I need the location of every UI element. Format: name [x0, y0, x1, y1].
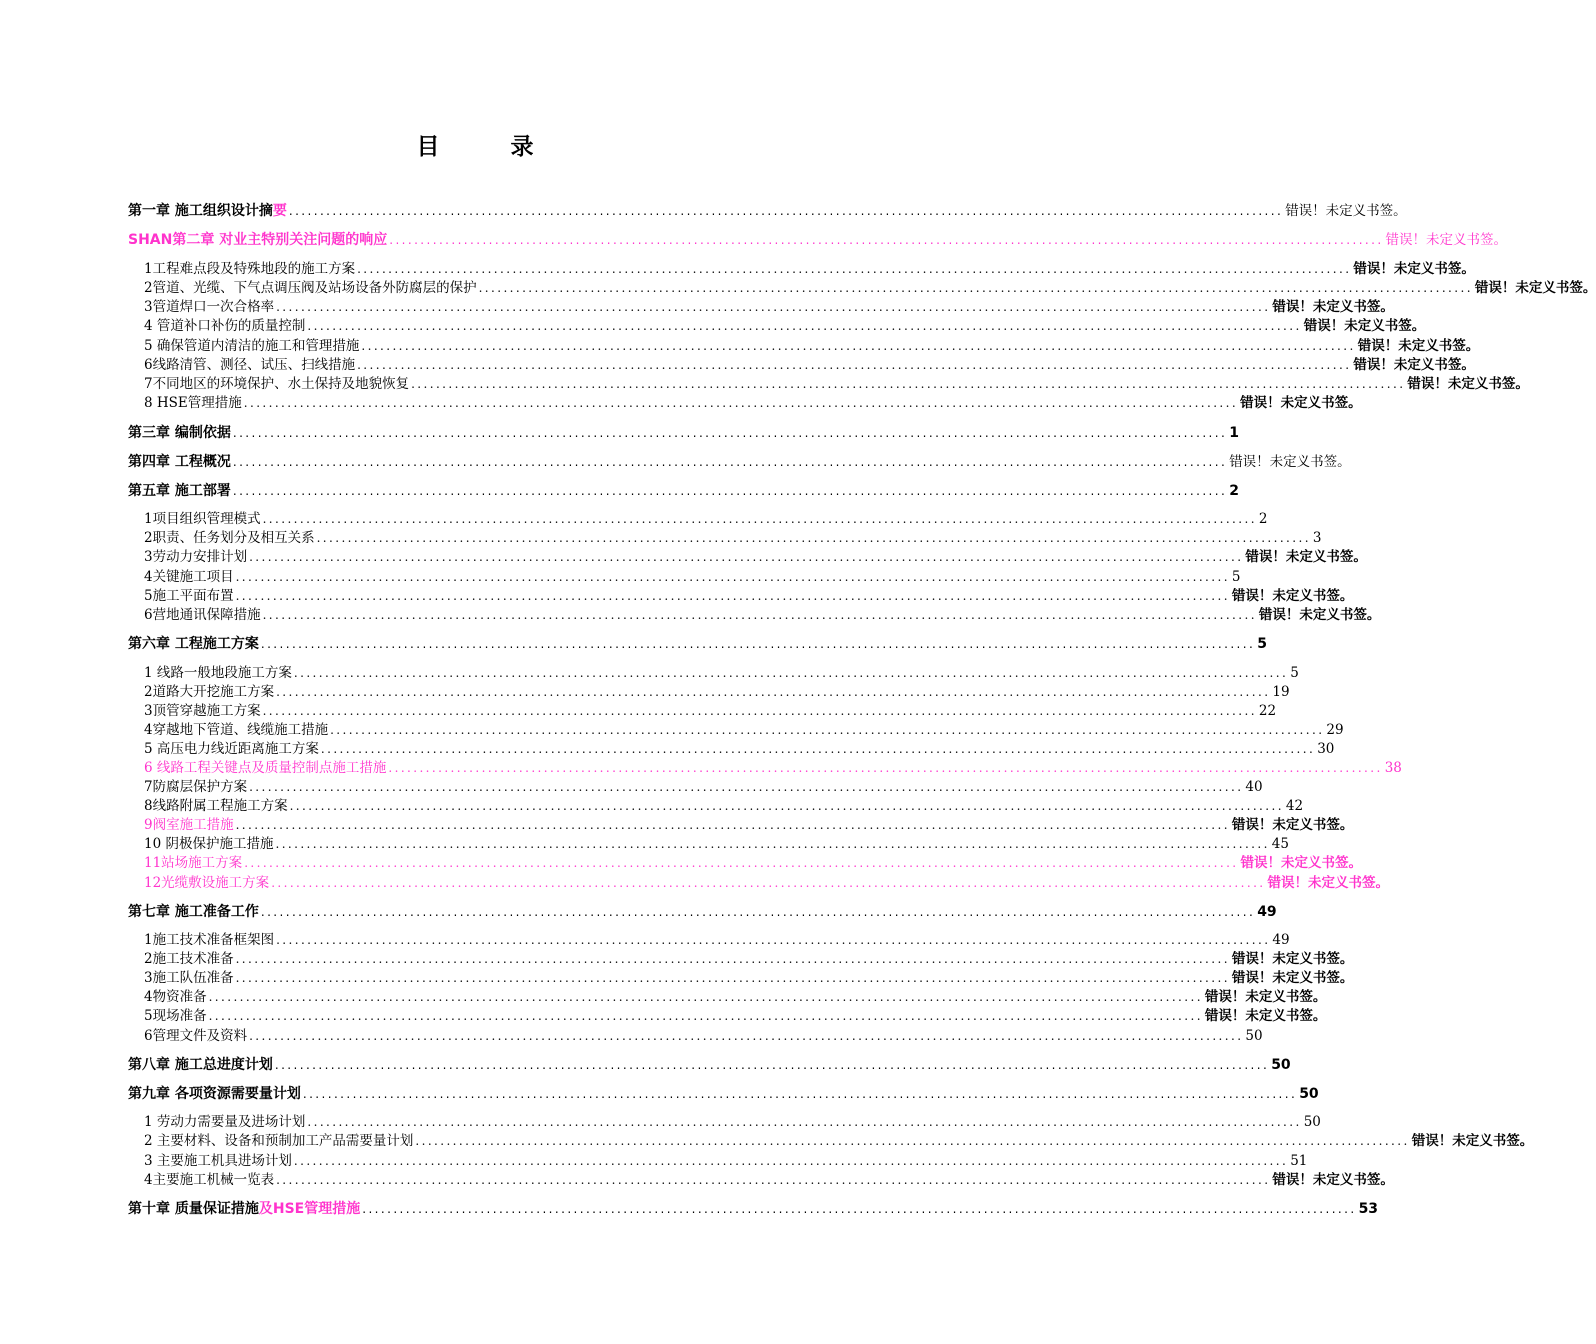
toc-entry-label: 第三章 编制依据 — [128, 425, 231, 441]
toc-page-ref: 错误！未定义书签。 — [1407, 376, 1529, 392]
toc-leader-dots: ................................................................................................................................................................ — [232, 455, 1228, 469]
toc-page-ref: 2 — [1258, 511, 1268, 527]
toc-section-entry[interactable] — [128, 873, 1389, 893]
toc-entry-label: 第十章 质量保证措施及HSE管理措施 — [128, 1201, 361, 1217]
toc-entry-label: 8线路附属工程施工方案 — [144, 798, 288, 814]
toc-chapter-entry[interactable] — [128, 423, 1239, 443]
toc-leader-dots: ................................................................................................................................................................ — [307, 1115, 1302, 1129]
toc-page-ref: 错误！未定义书签。 — [1353, 357, 1475, 373]
toc-leader-dots: ................................................................................................................................................................ — [235, 570, 1230, 584]
toc-leader-dots: ................................................................................................................................................................ — [232, 426, 1228, 440]
toc-entry-label: 9阀室施工措施 — [144, 817, 234, 833]
toc-leader-dots: ................................................................................................................................................................ — [316, 531, 1311, 545]
toc-page-ref: 19 — [1272, 684, 1290, 700]
toc-page-ref: 2 — [1229, 483, 1239, 499]
toc-page-ref: 45 — [1271, 836, 1289, 852]
toc-page-ref: 5 — [1231, 569, 1241, 585]
toc-entry-label: 5施工平面布置 — [144, 588, 234, 604]
toc-leader-dots: ................................................................................................................................................................ — [276, 1173, 1271, 1187]
toc-leader-dots: ................................................................................................................................................................ — [276, 685, 1271, 699]
toc-leader-dots: ................................................................................................................................................................ — [235, 971, 1230, 985]
toc-leader-dots: ................................................................................................................................................................ — [415, 1134, 1410, 1148]
toc-entry-label: 第八章 施工总进度计划 — [128, 1057, 273, 1073]
toc-leader-dots: ................................................................................................................................................................ — [411, 377, 1406, 391]
toc-page-ref: 51 — [1290, 1153, 1308, 1169]
toc-entry-label: 3顶管穿越施工方案 — [144, 703, 261, 719]
toc-section-entry[interactable] — [128, 1151, 1308, 1171]
toc-entry-label: 3劳动力安排计划 — [144, 549, 248, 565]
toc-page-ref: 错误！未定义书签。 — [1231, 588, 1354, 604]
toc-chapter-entry[interactable] — [128, 902, 1277, 922]
toc-leader-dots: ................................................................................................................................................................ — [293, 666, 1289, 680]
toc-page-ref: 40 — [1245, 779, 1263, 795]
toc-entry-label: 7防腐层保护方案 — [144, 779, 248, 795]
toc-entry-label: 1项目组织管理模式 — [144, 511, 261, 527]
toc-entry-label: 2 主要材料、设备和预制加工产品需要量计划 — [144, 1133, 414, 1149]
toc-section-entry[interactable] — [128, 374, 1529, 394]
toc-chapter-entry[interactable] — [128, 201, 1407, 221]
toc-page-ref: 50 — [1299, 1086, 1319, 1102]
toc-leader-dots: ................................................................................................................................................................ — [478, 281, 1473, 295]
toc-section-entry[interactable] — [128, 259, 1475, 279]
toc-entry-label: 第一章 施工组织设计摘要 — [128, 203, 287, 219]
toc-leader-dots: ................................................................................................................................................................ — [262, 704, 1257, 718]
toc-page-ref: 错误！未定义书签。 — [1245, 549, 1367, 565]
toc-page-ref: 错误！未定义书签。 — [1231, 970, 1354, 986]
toc-entry-label: 5 高压电力线近距离施工方案 — [144, 741, 319, 757]
toc-leader-dots: ................................................................................................................................................................ — [235, 589, 1230, 603]
toc-page-ref: 29 — [1326, 722, 1344, 738]
toc-section-entry[interactable] — [128, 297, 1394, 317]
toc-entry-label: 1 线路一般地段施工方案 — [144, 665, 292, 681]
toc-leader-dots: ................................................................................................................................................................ — [274, 1058, 1270, 1072]
toc-section-entry[interactable] — [128, 336, 1480, 356]
toc-page-ref: 30 — [1317, 741, 1335, 757]
toc-entry-label: 7不同地区的环境保护、水土保持及地貌恢复 — [144, 376, 410, 392]
toc-leader-dots: ................................................................................................................................................................ — [361, 339, 1356, 353]
toc-entry-label: 第九章 各项资源需要量计划 — [128, 1086, 301, 1102]
toc-entry-label: 第五章 施工部署 — [128, 483, 231, 499]
toc-section-entry[interactable] — [128, 1026, 1263, 1046]
toc-entry-label: 6管理文件及资料 — [144, 1028, 248, 1044]
toc-leader-dots: ................................................................................................................................................................ — [262, 608, 1257, 622]
toc-section-entry[interactable] — [128, 777, 1263, 797]
toc-section-entry[interactable] — [128, 663, 1299, 683]
toc-page-ref: 错误！未定义书签。 — [1303, 318, 1426, 334]
toc-section-entry[interactable] — [128, 949, 1354, 969]
toc-leader-dots: ................................................................................................................................................................ — [235, 818, 1230, 832]
toc-chapter-entry[interactable] — [128, 230, 1508, 250]
toc-page-ref: 22 — [1258, 703, 1277, 719]
page-title: 目 录 — [416, 134, 558, 160]
toc-entry-label: 3管道焊口一次合格率 — [144, 299, 275, 315]
toc-leader-dots: ................................................................................................................................................................ — [260, 905, 1256, 919]
toc-leader-dots: ................................................................................................................................................................ — [357, 358, 1352, 372]
toc-page-ref: 错误！未定义书签。 — [1474, 280, 1596, 296]
toc-page-ref: 5 — [1290, 665, 1299, 681]
toc-section-entry[interactable] — [128, 547, 1367, 567]
toc-entry-label: 2道路大开挖施工方案 — [144, 684, 275, 700]
toc-entry-label: 1 劳动力需要量及进场计划 — [144, 1114, 306, 1130]
toc-entry-label: 11站场施工方案 — [144, 855, 243, 871]
toc-leader-dots: ................................................................................................................................................................ — [208, 1009, 1203, 1023]
toc-leader-dots: ................................................................................................................................................................ — [208, 990, 1203, 1004]
toc-section-entry[interactable] — [128, 815, 1354, 835]
toc-leader-dots: ................................................................................................................................................................ — [262, 512, 1257, 526]
toc-section-entry[interactable] — [128, 528, 1322, 548]
toc-section-entry[interactable] — [128, 930, 1290, 950]
toc-page-ref: 错误！未定义书签。 — [1240, 855, 1362, 871]
toc-section-entry[interactable] — [128, 278, 1596, 298]
toc-page-ref: 错误！未定义书签。 — [1231, 817, 1354, 833]
toc-leader-dots: ................................................................................................................................................................ — [276, 933, 1271, 947]
toc-chapter-entry[interactable] — [128, 634, 1267, 654]
toc-leader-dots: ................................................................................................................................................................ — [288, 204, 1284, 218]
toc-page-ref: 42 — [1285, 798, 1304, 814]
toc-entry-label: 5 确保管道内清洁的施工和管理措施 — [144, 338, 360, 354]
toc-chapter-entry[interactable] — [128, 481, 1239, 501]
toc-entry-label: 5现场准备 — [144, 1008, 207, 1024]
toc-section-entry[interactable] — [128, 509, 1268, 529]
toc-entry-label: 6营地通讯保障措施 — [144, 607, 261, 623]
toc-entry-label: 12光缆敷设施工方案 — [144, 875, 270, 891]
toc-leader-dots: ................................................................................................................................................................ — [244, 856, 1239, 870]
toc-section-entry[interactable] — [128, 987, 1327, 1007]
toc-entry-label: 4关键施工项目 — [144, 569, 234, 585]
toc-section-entry[interactable] — [128, 739, 1335, 759]
toc-section-entry[interactable] — [128, 1112, 1321, 1132]
toc-section-entry[interactable] — [128, 567, 1241, 587]
toc-page-ref: 50 — [1271, 1057, 1291, 1073]
toc-entry-label: 2施工技术准备 — [144, 951, 234, 967]
toc-entry-label: 1施工技术准备框架图 — [144, 932, 275, 948]
toc-leader-dots: ................................................................................................................................................................ — [302, 1087, 1298, 1101]
toc-leader-dots: ................................................................................................................................................................ — [249, 1029, 1244, 1043]
toc-page-ref: 错误！未定义书签。 — [1353, 261, 1475, 277]
toc-leader-dots: ................................................................................................................................................................ — [276, 300, 1271, 314]
toc-entry-label: 第七章 施工准备工作 — [128, 904, 259, 920]
toc-entry-label: 4主要施工机械一览表 — [144, 1172, 275, 1188]
toc-page-ref: 3 — [1312, 530, 1322, 546]
toc-page-ref: 49 — [1257, 904, 1277, 920]
toc-leader-dots: ................................................................................................................................................................ — [275, 837, 1270, 851]
toc-leader-dots: ................................................................................................................................................................ — [232, 484, 1228, 498]
toc-leader-dots: ................................................................................................................................................................ — [320, 742, 1316, 756]
toc-chapter-entry[interactable] — [128, 1199, 1379, 1219]
toc-section-entry[interactable] — [128, 720, 1344, 740]
toc-page-ref: 错误！未定义书签。 — [1258, 607, 1381, 623]
toc-page-ref: 错误！未定义书签。 — [1357, 338, 1480, 354]
toc-section-entry[interactable] — [128, 1170, 1394, 1190]
toc-entry-label: 1工程难点段及特殊地段的施工方案 — [144, 261, 356, 277]
toc-leader-dots: ................................................................................................................................................................ — [330, 723, 1325, 737]
toc-section-entry[interactable] — [128, 796, 1304, 816]
toc-page-ref: 错误！未定义书签。 — [1411, 1133, 1534, 1149]
toc-section-entry[interactable] — [128, 1131, 1534, 1151]
toc-entry-label: SHAN第二章 对业主特别关注问题的响应 — [128, 232, 388, 248]
toc-page-ref: 5 — [1257, 636, 1267, 652]
toc-leader-dots: ................................................................................................................................................................ — [357, 262, 1352, 276]
toc-entry-label: 4物资准备 — [144, 989, 207, 1005]
toc-leader-dots: ................................................................................................................................................................ — [235, 952, 1230, 966]
toc-entry-label: 8 HSE管理措施 — [144, 395, 242, 411]
toc-section-entry[interactable] — [128, 393, 1362, 413]
toc-entry-label: 6线路清管、测径、试压、扫线措施 — [144, 357, 356, 373]
toc-page-ref: 1 — [1229, 425, 1239, 441]
toc-entry-label: 第六章 工程施工方案 — [128, 636, 259, 652]
toc-entry-label: 第四章 工程概况 — [128, 454, 231, 470]
toc-leader-dots: ................................................................................................................................................................ — [249, 550, 1244, 564]
toc-section-entry[interactable] — [128, 834, 1289, 854]
toc-leader-dots: ................................................................................................................................................................ — [243, 396, 1239, 410]
toc-section-entry[interactable] — [128, 586, 1354, 606]
toc-chapter-entry[interactable] — [128, 1084, 1319, 1104]
toc-chapter-entry[interactable] — [128, 1055, 1291, 1075]
toc-leader-dots: ................................................................................................................................................................ — [388, 761, 1383, 775]
toc-leader-dots: ................................................................................................................................................................ — [389, 233, 1384, 247]
toc-leader-dots: ................................................................................................................................................................ — [271, 876, 1266, 890]
toc-leader-dots: ................................................................................................................................................................ — [307, 319, 1302, 333]
toc-page-ref: 错误！未定义书签。 — [1385, 232, 1508, 248]
toc-entry-label: 2管道、光缆、下气点调压阀及站场设备外防腐层的保护 — [144, 280, 477, 296]
toc-page-ref: 49 — [1272, 932, 1290, 948]
toc-entry-label: 2职责、任务划分及相互关系 — [144, 530, 315, 546]
toc-chapter-entry[interactable] — [128, 452, 1351, 472]
toc-page-ref: 错误！未定义书签。 — [1231, 951, 1354, 967]
toc-leader-dots: ................................................................................................................................................................ — [362, 1202, 1357, 1216]
toc-page-ref: 53 — [1358, 1201, 1379, 1217]
toc-entry-label: 3 主要施工机具进场计划 — [144, 1153, 292, 1169]
toc-leader-dots: ................................................................................................................................................................ — [293, 1154, 1289, 1168]
toc-page-ref: 错误！未定义书签。 — [1272, 299, 1394, 315]
toc-section-entry[interactable] — [128, 758, 1402, 778]
toc-entry-label: 3施工队伍准备 — [144, 970, 234, 986]
toc-page-ref: 50 — [1303, 1114, 1321, 1130]
toc-section-entry[interactable] — [128, 1006, 1327, 1026]
toc-section-entry[interactable] — [128, 701, 1277, 721]
toc-page-ref: 错误！未定义书签。 — [1204, 989, 1327, 1005]
toc-page-ref: 38 — [1384, 760, 1402, 776]
toc-entry-label: 4穿越地下管道、线缆施工措施 — [144, 722, 329, 738]
toc-section-entry[interactable] — [128, 355, 1475, 375]
toc-section-entry[interactable] — [128, 605, 1381, 625]
toc-page-ref: 错误！未定义书签。 — [1272, 1172, 1394, 1188]
toc-page-ref: 错误！未定义书签。 — [1229, 454, 1351, 470]
toc-section-entry[interactable] — [128, 853, 1362, 873]
toc-page-ref: 错误！未定义书签。 — [1204, 1008, 1327, 1024]
toc-section-entry[interactable] — [128, 682, 1290, 702]
toc-section-entry[interactable] — [128, 968, 1354, 988]
toc-entry-label: 10 阴极保护施工措施 — [144, 836, 274, 852]
toc-page-ref: 错误！未定义书签。 — [1240, 395, 1362, 411]
toc-leader-dots: ................................................................................................................................................................ — [289, 799, 1284, 813]
toc-page-ref: 错误！未定义书签。 — [1267, 875, 1389, 891]
toc-entry-label: 4 管道补口补伤的质量控制 — [144, 318, 306, 334]
toc-entry-label: 6 线路工程关键点及质量控制点施工措施 — [144, 760, 387, 776]
toc-page-ref: 错误！未定义书签。 — [1285, 203, 1407, 219]
toc-leader-dots: ................................................................................................................................................................ — [260, 637, 1256, 651]
toc-page-ref: 50 — [1245, 1028, 1263, 1044]
toc-leader-dots: ................................................................................................................................................................ — [249, 780, 1244, 794]
toc-section-entry[interactable] — [128, 316, 1426, 336]
